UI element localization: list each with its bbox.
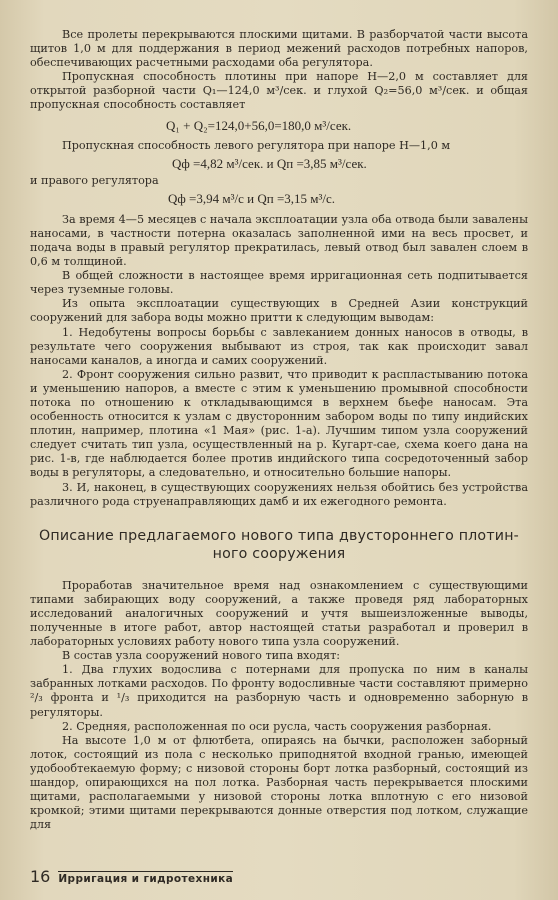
list-item: 2. Средняя, расположенная по оси русла, часть сооружения разборная. <box>62 719 492 733</box>
paragraph: и правого регулятора <box>30 173 159 187</box>
paragraph: Из опыта эксплоатации существующих в Средней Азии конструкций сооружений для забора воды можно притти к следующим выводам: <box>30 297 528 325</box>
paragraph: Пропускная способность плотины при напоре H—2,0 м составляет для открытой разборной части Q₁—124,0 м³/сек. и глухой Q₂=56,0 м³/сек. и общая пропускная способность составляет <box>30 70 528 112</box>
formula-right-regulator: Qф =3,94 м³/с и Qп =3,15 м³/с. <box>168 190 336 206</box>
paragraph: Пропускная способность левого регулятора при напоре H—1,0 м <box>62 138 451 152</box>
page-footer <box>30 867 528 886</box>
section-title <box>30 527 528 563</box>
list-item: 1. Недобутены вопросы борьбы с завлеканием донных наносов в отводы, в результате чего сооружения выбывают из строя, так как происходит завал наносами каналов, а иногда и самих сооружений. <box>30 325 528 367</box>
formula-total-discharge: Q₁ + Q₂=124,0+56,0=180,0 м³/сек. <box>166 117 352 133</box>
paragraph: За время 4—5 месяцев с начала эксплоатации узла оба отвода были завалены наносами, в частности потерна оказалась заполненной ими на весь просвет, и подача воды в правый регулятор прекратилась, левый отвод был завален слоем в 0,6 м толщиной. <box>30 212 528 269</box>
paragraph: В состав узла сооружений нового типа входят: <box>62 649 341 663</box>
section-title-line: ного сооружения <box>212 545 346 562</box>
list-item: 3. И, наконец, в существующих сооружениях нельзя обойтись без устройства различного рода струенаправляющих дамб и их ежегодного ремонта. <box>30 480 528 508</box>
page-number: 16 <box>30 867 51 886</box>
paragraph: Все пролеты перекрываются плоскими щитами. В разборчатой части высота щитов 1,0 м для поддержания в период межений расходов потребных напоров, обеспечивающих расчетными расходами оба регулятора. <box>30 28 528 70</box>
paragraph: На высоте 1,0 м от флютбета, опираясь на бычки, расположен заборный лоток, состоящий из пола с несколько приподнятой входной гранью, имеющей удобообтекаемую форму; с низовой стороны борт лотка разборный, состоящий из шандор, опирающихся на пол лотка. Разборная часть перекрывается плоскими щитами, располагаемыми у низовой стороны лотка вплотную с его низовой кромкой; этими щитами перекрываются донные отверстия под лотком, служащие для <box>30 733 528 832</box>
section-title-line: Описание предлагаемого нового типа двустороннего плотин- <box>38 527 519 544</box>
list-item: 2. Фронт сооружения сильно развит, что приводит к распластыванию потока и уменьшению напоров, а вместе с этим к уменьшению промывной способности потока по отношению к откладывающимся в верхнем бьефе наносам. Эта особенность относится к узлам с двусторонним забором воды по типу индийских плотин, например, плотина «1 Мая» (рис. 1-а). Лучшим типом узла сооружений следует считать тип узла, осуществленный на р. Кугарт-сае, схема коего дана на рис. 1-в, где наблюдается более против индийского типа сосредоточенный забор воды в регуляторы, а следовательно, и относительно большие напоры. <box>30 367 528 480</box>
paragraph: Проработав значительное время над ознакомлением с существующими типами забирающих воду сооружений, а также проведя ряд лабораторных исследований аналогичных сооружений и учтя вышеизложенные выводы, полученные в итоге работ, автор настоящей статьи разработал и проверил в лабораторных условиях работу нового типа узла сооружений. <box>30 578 528 649</box>
journal-name: Ирригация и гидротехника <box>58 873 234 885</box>
list-item: 1. Два глухих водослива с потернами для пропуска по ним в каналы забранных лотками расходов. По фронту водосливные части составляют примерно ²/₃ фронта и ¹/₃ приходится на разборную часть и одновременно заборную в регуляторы. <box>30 663 528 719</box>
paragraph: В общей сложности в настоящее время ирригационная сеть подпитывается через туземные головы. <box>30 269 528 297</box>
formula-left-regulator: Qф =4,82 м³/сек. и Qп =3,85 м³/сек. <box>172 155 367 171</box>
